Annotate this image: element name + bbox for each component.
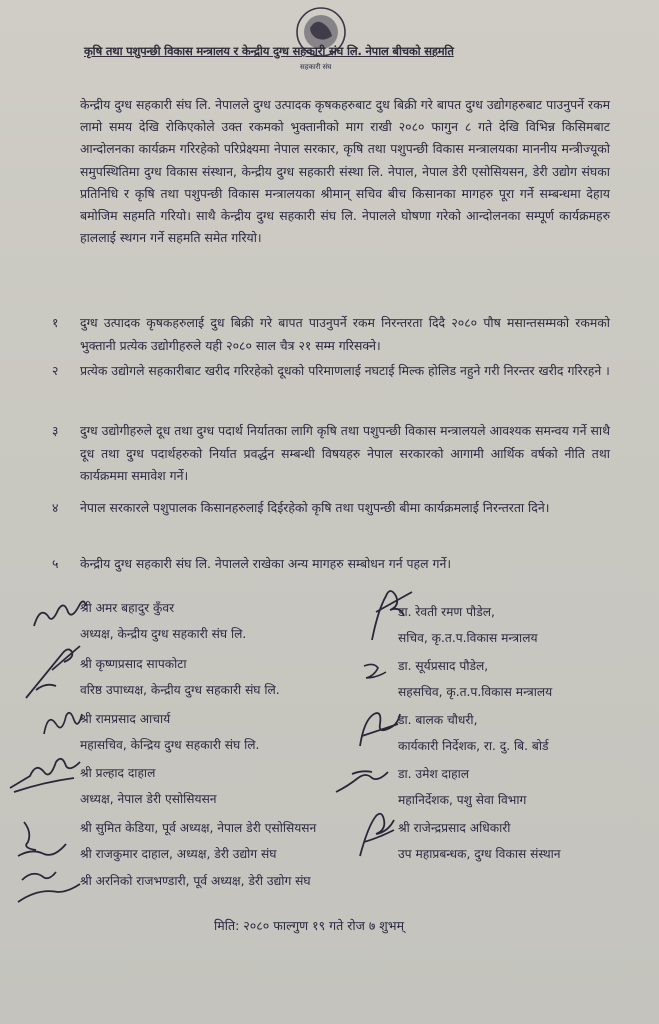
signatory-title: कार्यकारी निर्देशक, रा. दु. बि. बोर्ड [398,739,549,753]
point-number: ३ [52,423,59,438]
signatory-name: श्री राजकुमार दाहाल, अध्यक्ष, डेरी उद्योग संघ [80,847,277,861]
document-date: मिति: २०८० फाल्गुण १९ गते रोज ७ शुभम् [214,918,405,933]
point-text: केन्द्रीय दुग्ध सहकारी संघ लि. नेपालले राखेका अन्य मागहरु सम्बोधन गर्न पहल गर्ने। [80,556,452,571]
signatory-name: डा. रेवती रमण पौडेल, [398,605,495,619]
signature-scribble-icon [6,752,84,796]
point-text: दुग्ध उद्योगीहरुले दूध तथा दुग्ध पदार्थ निर्यातका लागि कृषि तथा पशुपन्छी विकास मन्त्रालयले आवश्यक समन्वय गर्ने साथै दूध तथा दुग्ध पदार्थहरुको निर्यात प्रवर्द्धन सम्बन्धी विषयहरु नेपाल सरकारको आगामी आर्थिक वर्षको नीति तथा कार्यक्रममा समावेश गर्ने। [80,423,610,484]
intro-paragraph: केन्द्रीय दुग्ध सहकारी संघ लि. नेपालले दुग्ध उत्पादक कृषकहरुबाट दुध बिक्री गरे बापत दुग्ध उद्योगहरुबाट पाउनुपर्ने रकम लामो समय देखि रोकिएकोले उक्त रकमको भुक्तानीको माग राखी २०८० फागुन ८ गते देखि विभिन्न किसिमबाट आन्दोलनका कार्यक्रम गरिरहेको परिप्रेक्ष्यमा नेपाल सरकार, कृषि तथा पशुपन्छी विकास मन्त्रालयका माननीय मन्त्रीज्यूको समुपस्थितिमा दुग्ध विकास संस्थान, केन्द्रीय दुग्ध सहकारी संस्था लि. नेपाल, नेपाल डेरी एसोसियसन, डेरी उद्योग संघका प्रतिनिधि र कृषि तथा पशुपन्छी विकास मन्त्रालयका श्रीमान् सचिव बीच किसानका मागहरु पूरा गर्ने सम्बन्धमा देहाय बमोजिम सहमति गरियो। साथै केन्द्रीय दुग्ध सहकारी संघ लि. नेपालले घोषणा गरेको आन्दोलनका सम्पूर्ण कार्यक्रमहरु हाललाई स्थगन गर्ने सहमति समेत गरियो। [80,97,610,246]
signatory-right-5 [398,820,561,862]
signature-scribble-icon [354,706,404,752]
signature-scribble-icon [366,582,418,644]
signatory-right-4 [398,766,526,808]
signatory-left-7 [80,873,311,889]
signatory-name: डा. सूर्यप्रसाद पौडेल, [398,659,489,673]
point-text: प्रत्येक उद्योगले सहकारीबाट खरीद गरिरहेको दूधको परिमाणलाई नघटाई मिल्क होलिड नहुने गरी निरन्तर खरीद गरिरहने । [80,363,610,378]
point-number: २ [52,363,59,378]
signatory-title: वरिष्ठ उपाध्यक्ष, केन्द्रीय दुग्ध सहकारी संघ लि. [80,683,280,697]
point-text: नेपाल सरकारले पशुपालक किसानहरुलाई दिईरहेको कृषि तथा पशुपन्छी बीमा कार्यक्रमलाई निरन्तरता दिने। [80,500,550,515]
signatory-name: श्री अमर बहादुर कुँवर [80,601,175,615]
signatory-left-2 [80,656,280,698]
signatory-name: श्री राजेन्द्रप्रसाद अधिकारी [398,821,511,835]
signatory-left-3 [80,711,259,753]
signatory-name: श्री अरनिको राजभण्डारी, पूर्व अध्यक्ष, डेरी उद्योग संघ [80,874,311,888]
signatory-right-1 [398,604,538,646]
signatory-title: उप महाप्रबन्धक, दुग्ध विकास संस्थान [398,847,561,861]
signatory-left-6 [80,846,276,862]
signatory-right-2 [398,658,552,700]
signatory-title: अध्यक्ष, नेपाल डेरी एसोसियसन [80,792,217,806]
document-title: कृषि तथा पशुपन्छी विकास मन्त्रालय र केन्द्रीय दुग्ध सहकारी संघ लि. नेपाल बीचको सहमति [84,44,454,58]
signatory-name: श्री सुमित केडिया, पूर्व अध्यक्ष, नेपाल डेरी एसोसियसन [80,821,317,835]
point-number: ५ [52,556,59,571]
signatory-name: श्री रामप्रसाद आचार्य [80,712,171,726]
signature-scribble-icon [332,764,392,798]
seal-caption: सहकारी संघ [300,63,332,71]
signatory-name: डा. उमेश दाहाल [398,767,470,781]
point-number: ४ [52,500,59,515]
signatory-left-4 [80,765,217,807]
signatory-name: डा. बालक चौधरी, [398,713,478,727]
signatory-title: सचिव, कृ.त.प.विकास मन्त्रालय [398,631,538,645]
signatory-name: श्री कृष्णप्रसाद सापकोटा [80,657,187,671]
point-number: १ [52,315,59,330]
signature-scribble-icon [14,818,84,904]
signatory-title: महानिर्देशक, पशु सेवा विभाग [398,793,527,807]
signature-scribble-icon [40,706,84,740]
signature-scribble-icon [30,596,90,632]
signatory-left-5 [80,820,316,836]
signature-scribble-icon [22,640,86,702]
signature-scribble-icon [354,806,402,862]
signatory-right-3 [398,712,549,754]
signatory-title: महासचिव, केन्द्रिय दुग्ध सहकारी संघ लि. [80,738,260,752]
signature-scribble-icon [360,660,390,686]
signatory-left-1 [80,600,246,642]
signatory-title: सहसचिव, कृ.त.प.विकास मन्त्रालय [398,685,553,699]
point-text: दुग्ध उत्पादक कृषकहरुलाई दुध बिक्री गरे बापत पाउनुपर्ने रकम निरन्तरता दिदै २०८० पौष मसान्तसम्मको रकमको भुक्तानी प्रत्येक उद्योगीहरुले यही २०८० साल चैत्र २१ सम्म गरिसक्ने। [80,315,610,353]
signatory-name: श्री प्रल्हाद दाहाल [80,766,156,780]
signatory-title: अध्यक्ष, केन्द्रीय दुग्ध सहकारी संघ लि. [80,627,247,641]
